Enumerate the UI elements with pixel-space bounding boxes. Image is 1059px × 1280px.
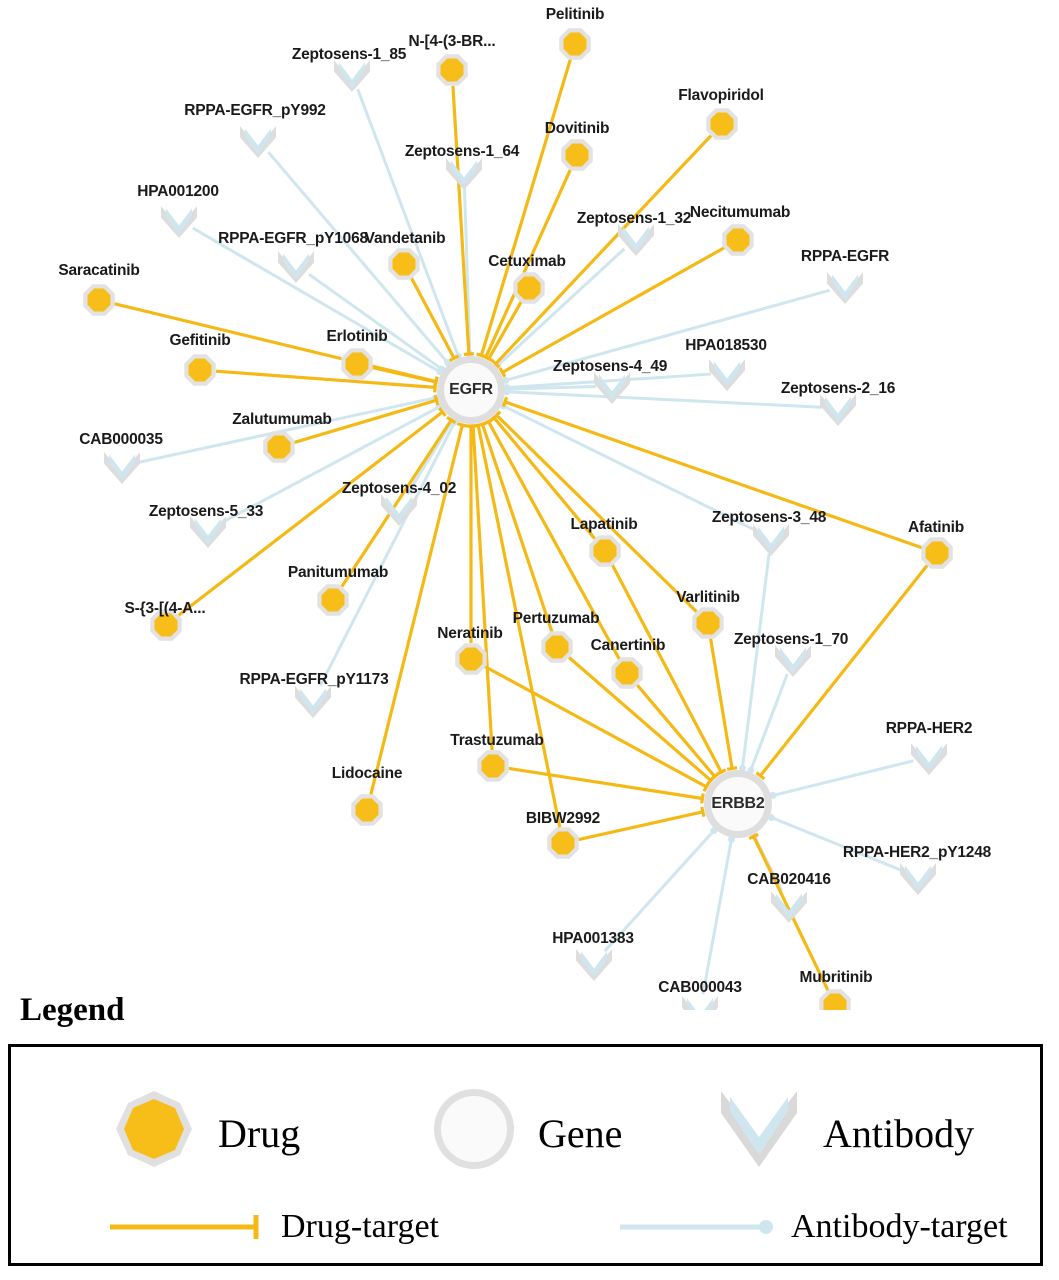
drug-label: Erlotinib: [326, 328, 388, 345]
drug-label: Flavopiridol: [678, 87, 764, 104]
antibody-label: CAB000043: [658, 979, 742, 996]
drug-target-cap: [702, 807, 704, 817]
antibody-node[interactable]: [278, 251, 314, 283]
drug-target-edge: [760, 566, 927, 776]
antibody-label: RPPA-EGFR: [800, 248, 890, 265]
drug-target-cap: [464, 354, 474, 355]
drug-node[interactable]: [727, 229, 750, 252]
drug-node[interactable]: [564, 33, 587, 56]
drug-label: BIBW2992: [525, 810, 601, 827]
drug-label: Trastuzumab: [450, 732, 544, 749]
drug-node[interactable]: [552, 832, 575, 855]
drug-node[interactable]: [926, 542, 949, 565]
antibody-node-fill: [581, 952, 607, 978]
drug-icon: [106, 1085, 202, 1181]
antibody-label: Zeptosens-1_85: [291, 46, 407, 63]
antibody-label: CAB000035: [79, 431, 163, 448]
antibody-node[interactable]: [190, 516, 226, 548]
drug-label: Canertinib: [590, 637, 666, 654]
antibody-icon: [711, 1085, 807, 1181]
drug-target-cap: [727, 768, 737, 770]
antibody-node-fill: [905, 866, 931, 892]
drug-label: Panitumumab: [287, 564, 389, 581]
antibody-node-fill: [714, 362, 740, 388]
antibody-target-edge: [751, 674, 788, 770]
drug-target-cap: [702, 794, 704, 804]
drug-target-cap: [457, 424, 467, 426]
drug-target-edge: [509, 768, 703, 798]
legend-box: [8, 1044, 1043, 1266]
antibody-label: HPA001200: [137, 183, 219, 200]
drug-target-cap: [435, 382, 436, 392]
drug-label: Pelitinib: [545, 6, 605, 23]
drug-node[interactable]: [697, 612, 720, 635]
antibody-node[interactable]: [104, 452, 140, 484]
drug-node[interactable]: [566, 144, 589, 167]
legend-title: Legend: [20, 992, 125, 1028]
drug-node[interactable]: [441, 59, 464, 82]
drug-label: Lapatinib: [570, 516, 638, 533]
legend-label-antibody-target: Antibody-target: [791, 1208, 1008, 1245]
drug-node[interactable]: [518, 277, 541, 300]
antibody-node-fill: [825, 397, 851, 423]
antibody-label: HPA018530: [685, 337, 767, 354]
legend-item-gene: [426, 1085, 622, 1181]
antibody-node[interactable]: [594, 372, 630, 404]
drug-node[interactable]: [189, 359, 212, 382]
drug-label: Gefitinib: [169, 332, 231, 349]
drug-label: Vandetanib: [364, 230, 446, 247]
antibody-node[interactable]: [775, 645, 811, 677]
antibody-node-fill: [245, 129, 271, 155]
antibody-node-fill: [687, 999, 713, 1011]
antibody-node[interactable]: [900, 863, 936, 895]
antibody-label: RPPA-EGFR_pY992: [184, 102, 326, 119]
gene-icon: [426, 1085, 522, 1181]
legend-item-antibody-target: [616, 1207, 1008, 1247]
antibody-node-fill: [758, 527, 784, 553]
drug-label: Cetuximab: [488, 253, 566, 270]
antibody-node-fill: [916, 746, 942, 772]
drug-label: Varlitinib: [676, 589, 740, 606]
drug-node[interactable]: [322, 589, 345, 612]
drug-target-edge: [496, 136, 711, 364]
antibody-node[interactable]: [446, 158, 482, 190]
drug-node[interactable]: [356, 799, 379, 822]
drug-label: Saracatinib: [58, 262, 140, 279]
antibody-target-edge-icon: [616, 1207, 781, 1247]
drug-node[interactable]: [594, 540, 617, 563]
antibody-label: Zeptosens-1_70: [733, 631, 849, 648]
antibody-node[interactable]: [709, 359, 745, 391]
antibody-node-fill: [832, 275, 858, 301]
antibody-label: Zeptosens-4_02: [341, 480, 457, 497]
legend-label-gene: Gene: [538, 1110, 623, 1156]
antibody-label: Zeptosens-2_16: [780, 380, 896, 397]
legend-label-drug: Drug: [218, 1110, 301, 1156]
antibody-target-edge: [773, 761, 914, 796]
antibody-label: Zeptosens-5_33: [148, 503, 264, 520]
gene-label: EGFR: [449, 381, 493, 398]
legend-item-drug-target: [106, 1207, 439, 1247]
drug-target-cap: [473, 424, 483, 426]
drug-node[interactable]: [393, 253, 416, 276]
antibody-node[interactable]: [334, 60, 370, 92]
antibody-node[interactable]: [820, 394, 856, 426]
drug-label: Neratinib: [437, 625, 503, 642]
legend-item-antibody: [711, 1085, 974, 1181]
antibody-label: Zeptosens-1_64: [404, 143, 520, 160]
antibody-label: Zeptosens-1_32: [576, 210, 692, 227]
drug-node[interactable]: [482, 755, 505, 778]
drug-target-edge: [497, 415, 697, 612]
antibody-label: Zeptosens-4_49: [552, 358, 668, 375]
antibody-node[interactable]: [161, 206, 197, 238]
antibody-node-fill: [623, 227, 649, 253]
antibody-target-edge: [507, 392, 822, 407]
drug-node[interactable]: [616, 662, 639, 685]
gene-label: ERBB2: [711, 795, 765, 812]
drug-node[interactable]: [546, 636, 569, 659]
antibody-node-fill: [283, 254, 309, 280]
drug-label: Zalutumumab: [232, 411, 332, 428]
drug-target-edge: [482, 424, 551, 632]
antibody-node-fill: [780, 648, 806, 674]
antibody-label: RPPA-HER2: [885, 720, 973, 737]
antibody-node-fill: [166, 209, 192, 235]
antibody-node-fill: [451, 161, 477, 187]
drug-label: N-[4-(3-BR...: [408, 33, 496, 50]
drug-node[interactable]: [460, 648, 483, 671]
drug-target-edge: [373, 368, 436, 382]
drug-node[interactable]: [711, 113, 734, 136]
drug-label: Pertuzumab: [512, 610, 600, 627]
drug-target-edge-icon: [106, 1207, 271, 1247]
legend-label-antibody: Antibody: [823, 1110, 975, 1156]
legend-item-drug: [106, 1085, 300, 1181]
antibody-node-fill: [339, 63, 365, 89]
antibody-target-edge: [320, 422, 457, 686]
antibody-label: Zeptosens-3_48: [711, 509, 827, 526]
antibody-target-edge: [507, 374, 711, 388]
antibody-node[interactable]: [682, 996, 718, 1010]
antibody-label: CAB020416: [747, 871, 831, 888]
antibody-node-fill: [109, 455, 135, 481]
antibody-node-fill: [195, 519, 221, 545]
drug-label: Afatinib: [907, 519, 965, 536]
drug-label: S-{3-[(4-A...: [124, 600, 206, 617]
antibody-label: RPPA-EGFR_pY1068: [218, 230, 368, 247]
antibody-label: RPPA-HER2_pY1248: [842, 844, 992, 861]
drug-target-edge: [637, 685, 714, 776]
drug-node[interactable]: [346, 353, 369, 376]
drug-label: Necitumumab: [689, 204, 791, 221]
antibody-label: RPPA-EGFR_pY1173: [239, 671, 389, 688]
antibody-node[interactable]: [295, 686, 331, 718]
drug-node[interactable]: [268, 436, 291, 459]
antibody-node[interactable]: [911, 743, 947, 775]
antibody-target-edge: [703, 839, 732, 994]
drug-label: Dovitinib: [544, 120, 610, 137]
legend-label-drug-target: Drug-target: [281, 1208, 439, 1245]
antibody-node[interactable]: [576, 949, 612, 981]
drug-node[interactable]: [88, 289, 111, 312]
antibody-label: HPA001383: [552, 930, 634, 947]
drug-label: Mubritinib: [799, 969, 873, 986]
antibody-node-fill: [300, 689, 326, 715]
drug-target-edge: [711, 639, 732, 769]
antibody-node[interactable]: [753, 524, 789, 556]
drug-target-edge: [342, 420, 451, 587]
drug-label: Lidocaine: [331, 765, 403, 782]
antibody-node[interactable]: [827, 272, 863, 304]
